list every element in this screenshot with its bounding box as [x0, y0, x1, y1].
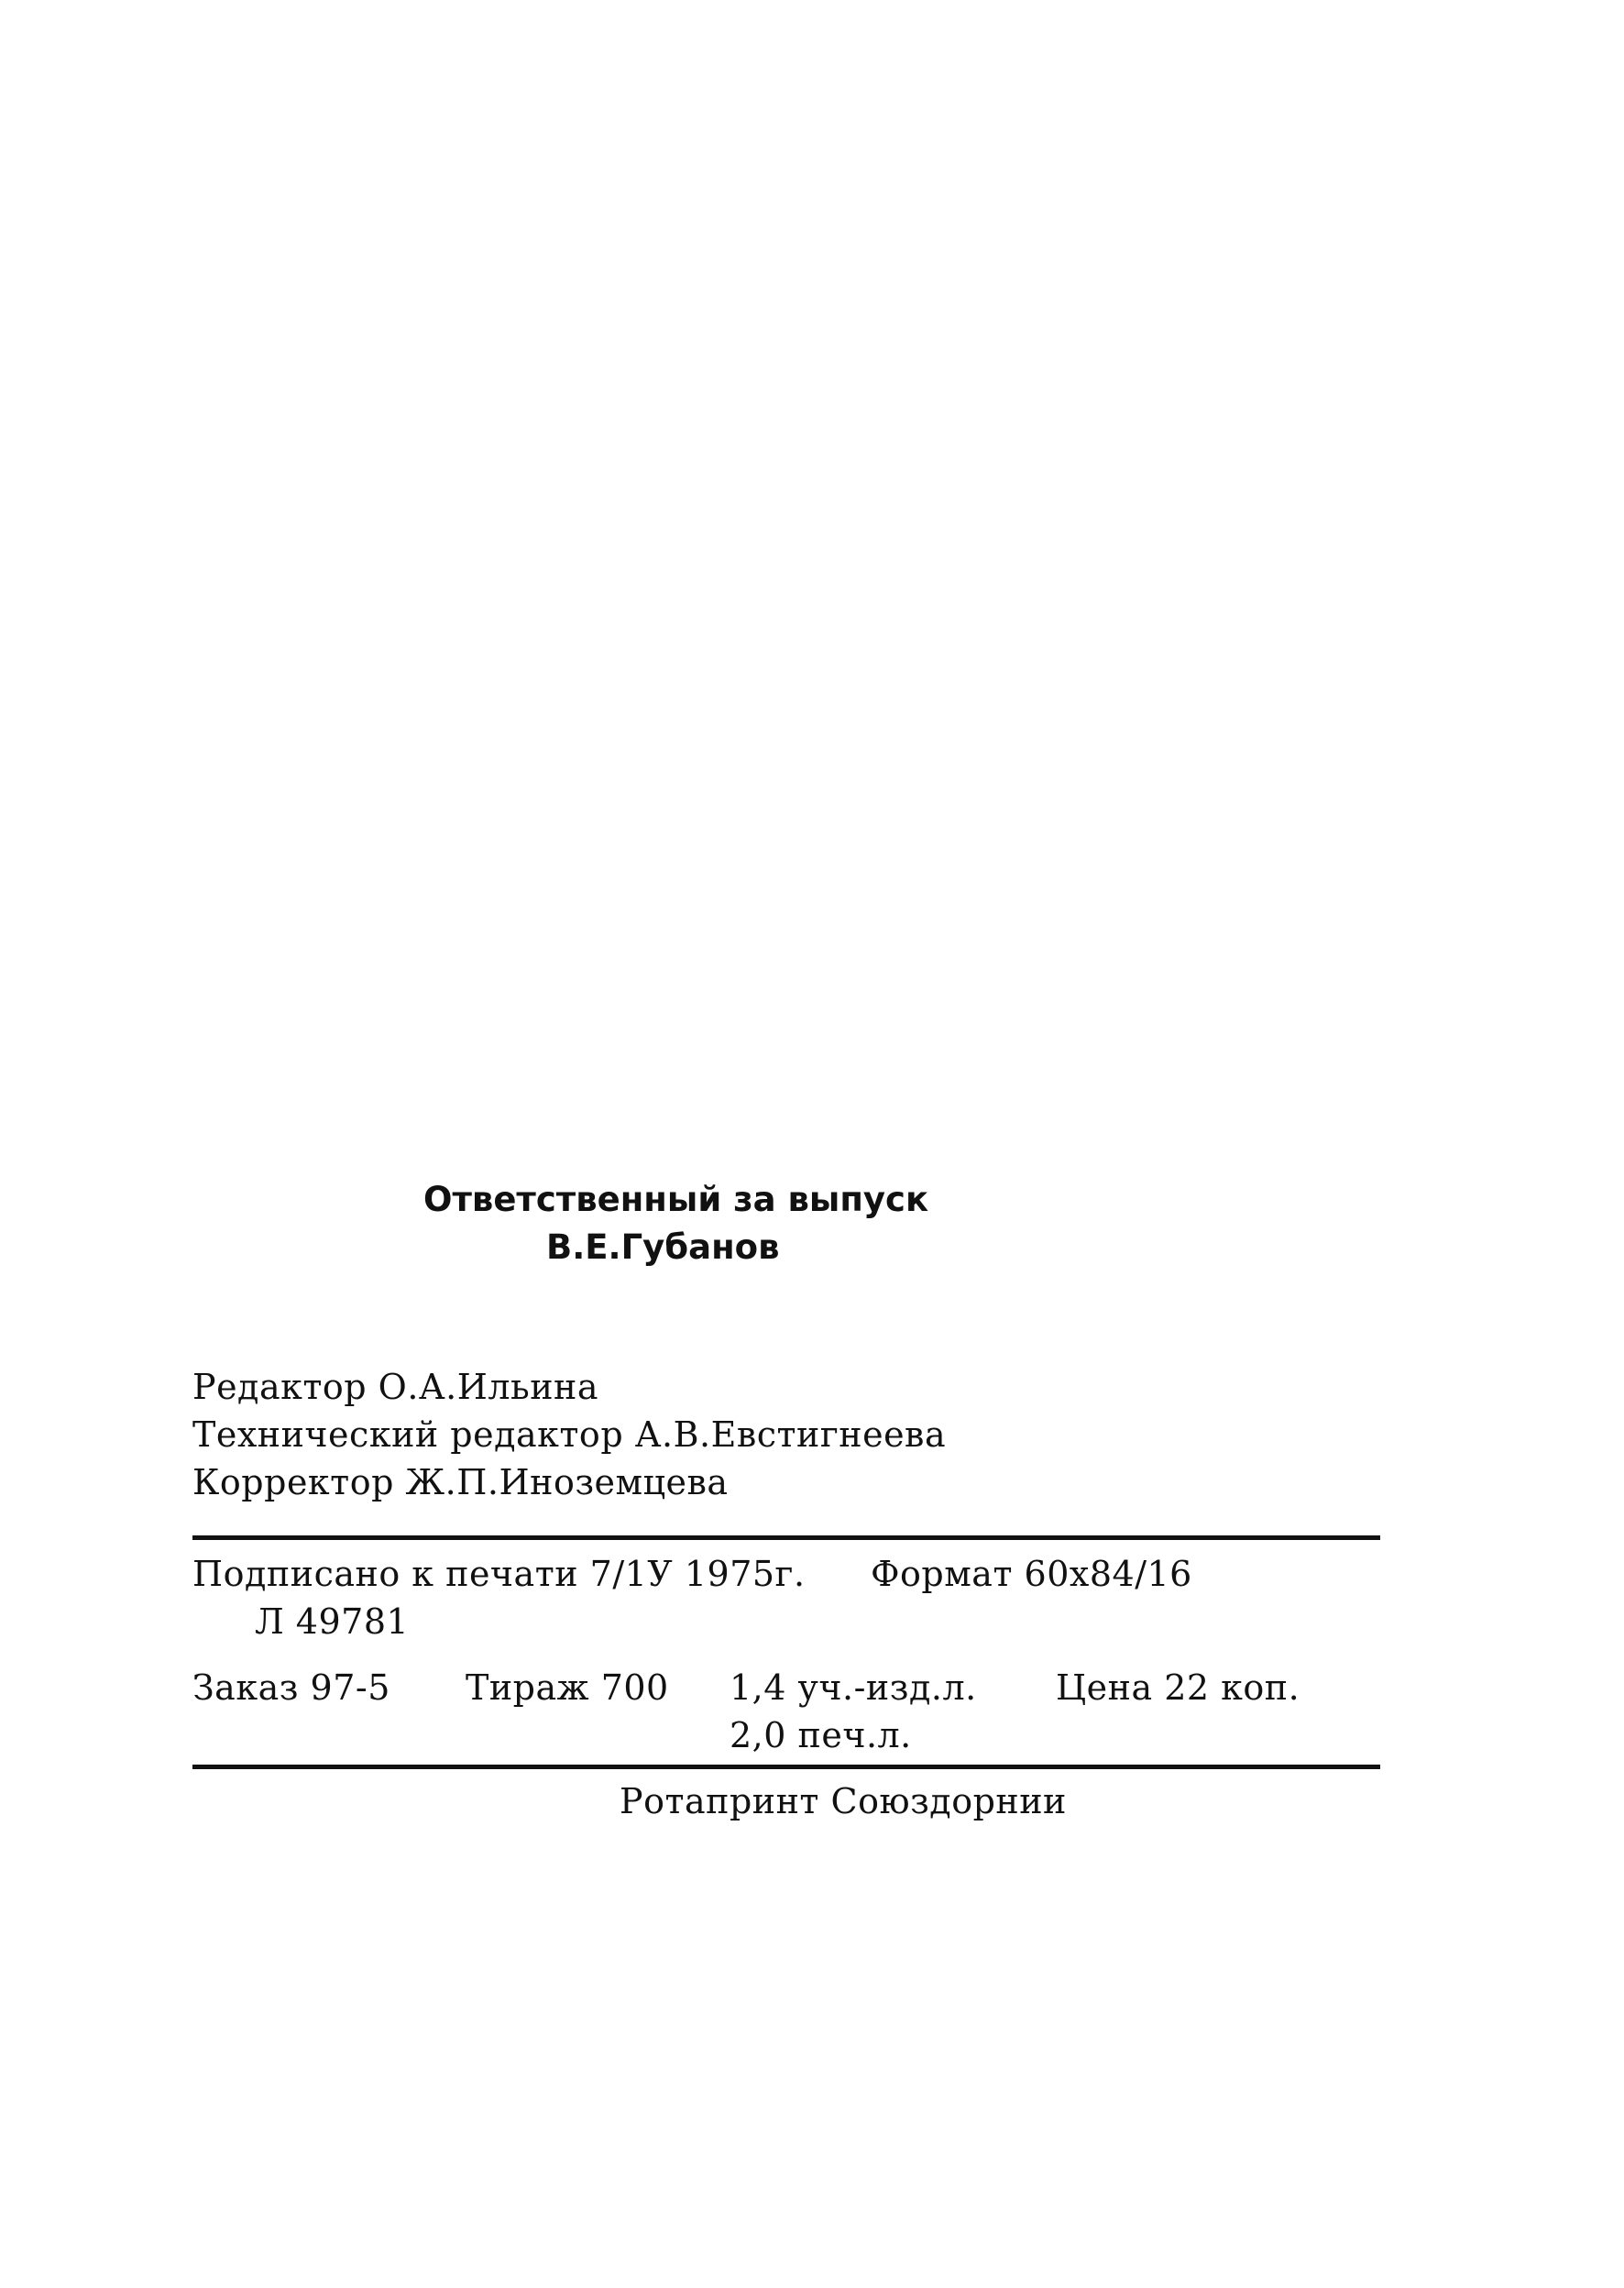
license-number: Л 49781 — [255, 1601, 410, 1642]
price: Цена 22 коп. — [1056, 1667, 1300, 1708]
order-number: Заказ 97-5 — [192, 1667, 390, 1708]
bottom-rule — [192, 1765, 1380, 1769]
printer-name: Ротапринт Союздорнии — [620, 1781, 1067, 1821]
edition-sheets: 1,4 уч.-изд.л. — [730, 1667, 977, 1708]
proofreader-line: Корректор Ж.П.Иноземцева — [192, 1462, 729, 1502]
responsible-title: Ответственный за выпуск — [423, 1180, 929, 1219]
signed-for-print: Подписано к печати 7/1У 1975г. — [192, 1554, 806, 1594]
print-run: Тираж 700 — [466, 1667, 669, 1708]
printed-sheets: 2,0 печ.л. — [730, 1715, 912, 1755]
top-rule — [192, 1535, 1380, 1540]
editor-line: Редактор О.А.Ильина — [192, 1367, 599, 1407]
paper-format: Формат 60х84/16 — [871, 1554, 1192, 1594]
responsible-name: В.Е.Губанов — [546, 1227, 780, 1267]
tech-editor-line: Технический редактор А.В.Евстигнеева — [192, 1414, 947, 1455]
